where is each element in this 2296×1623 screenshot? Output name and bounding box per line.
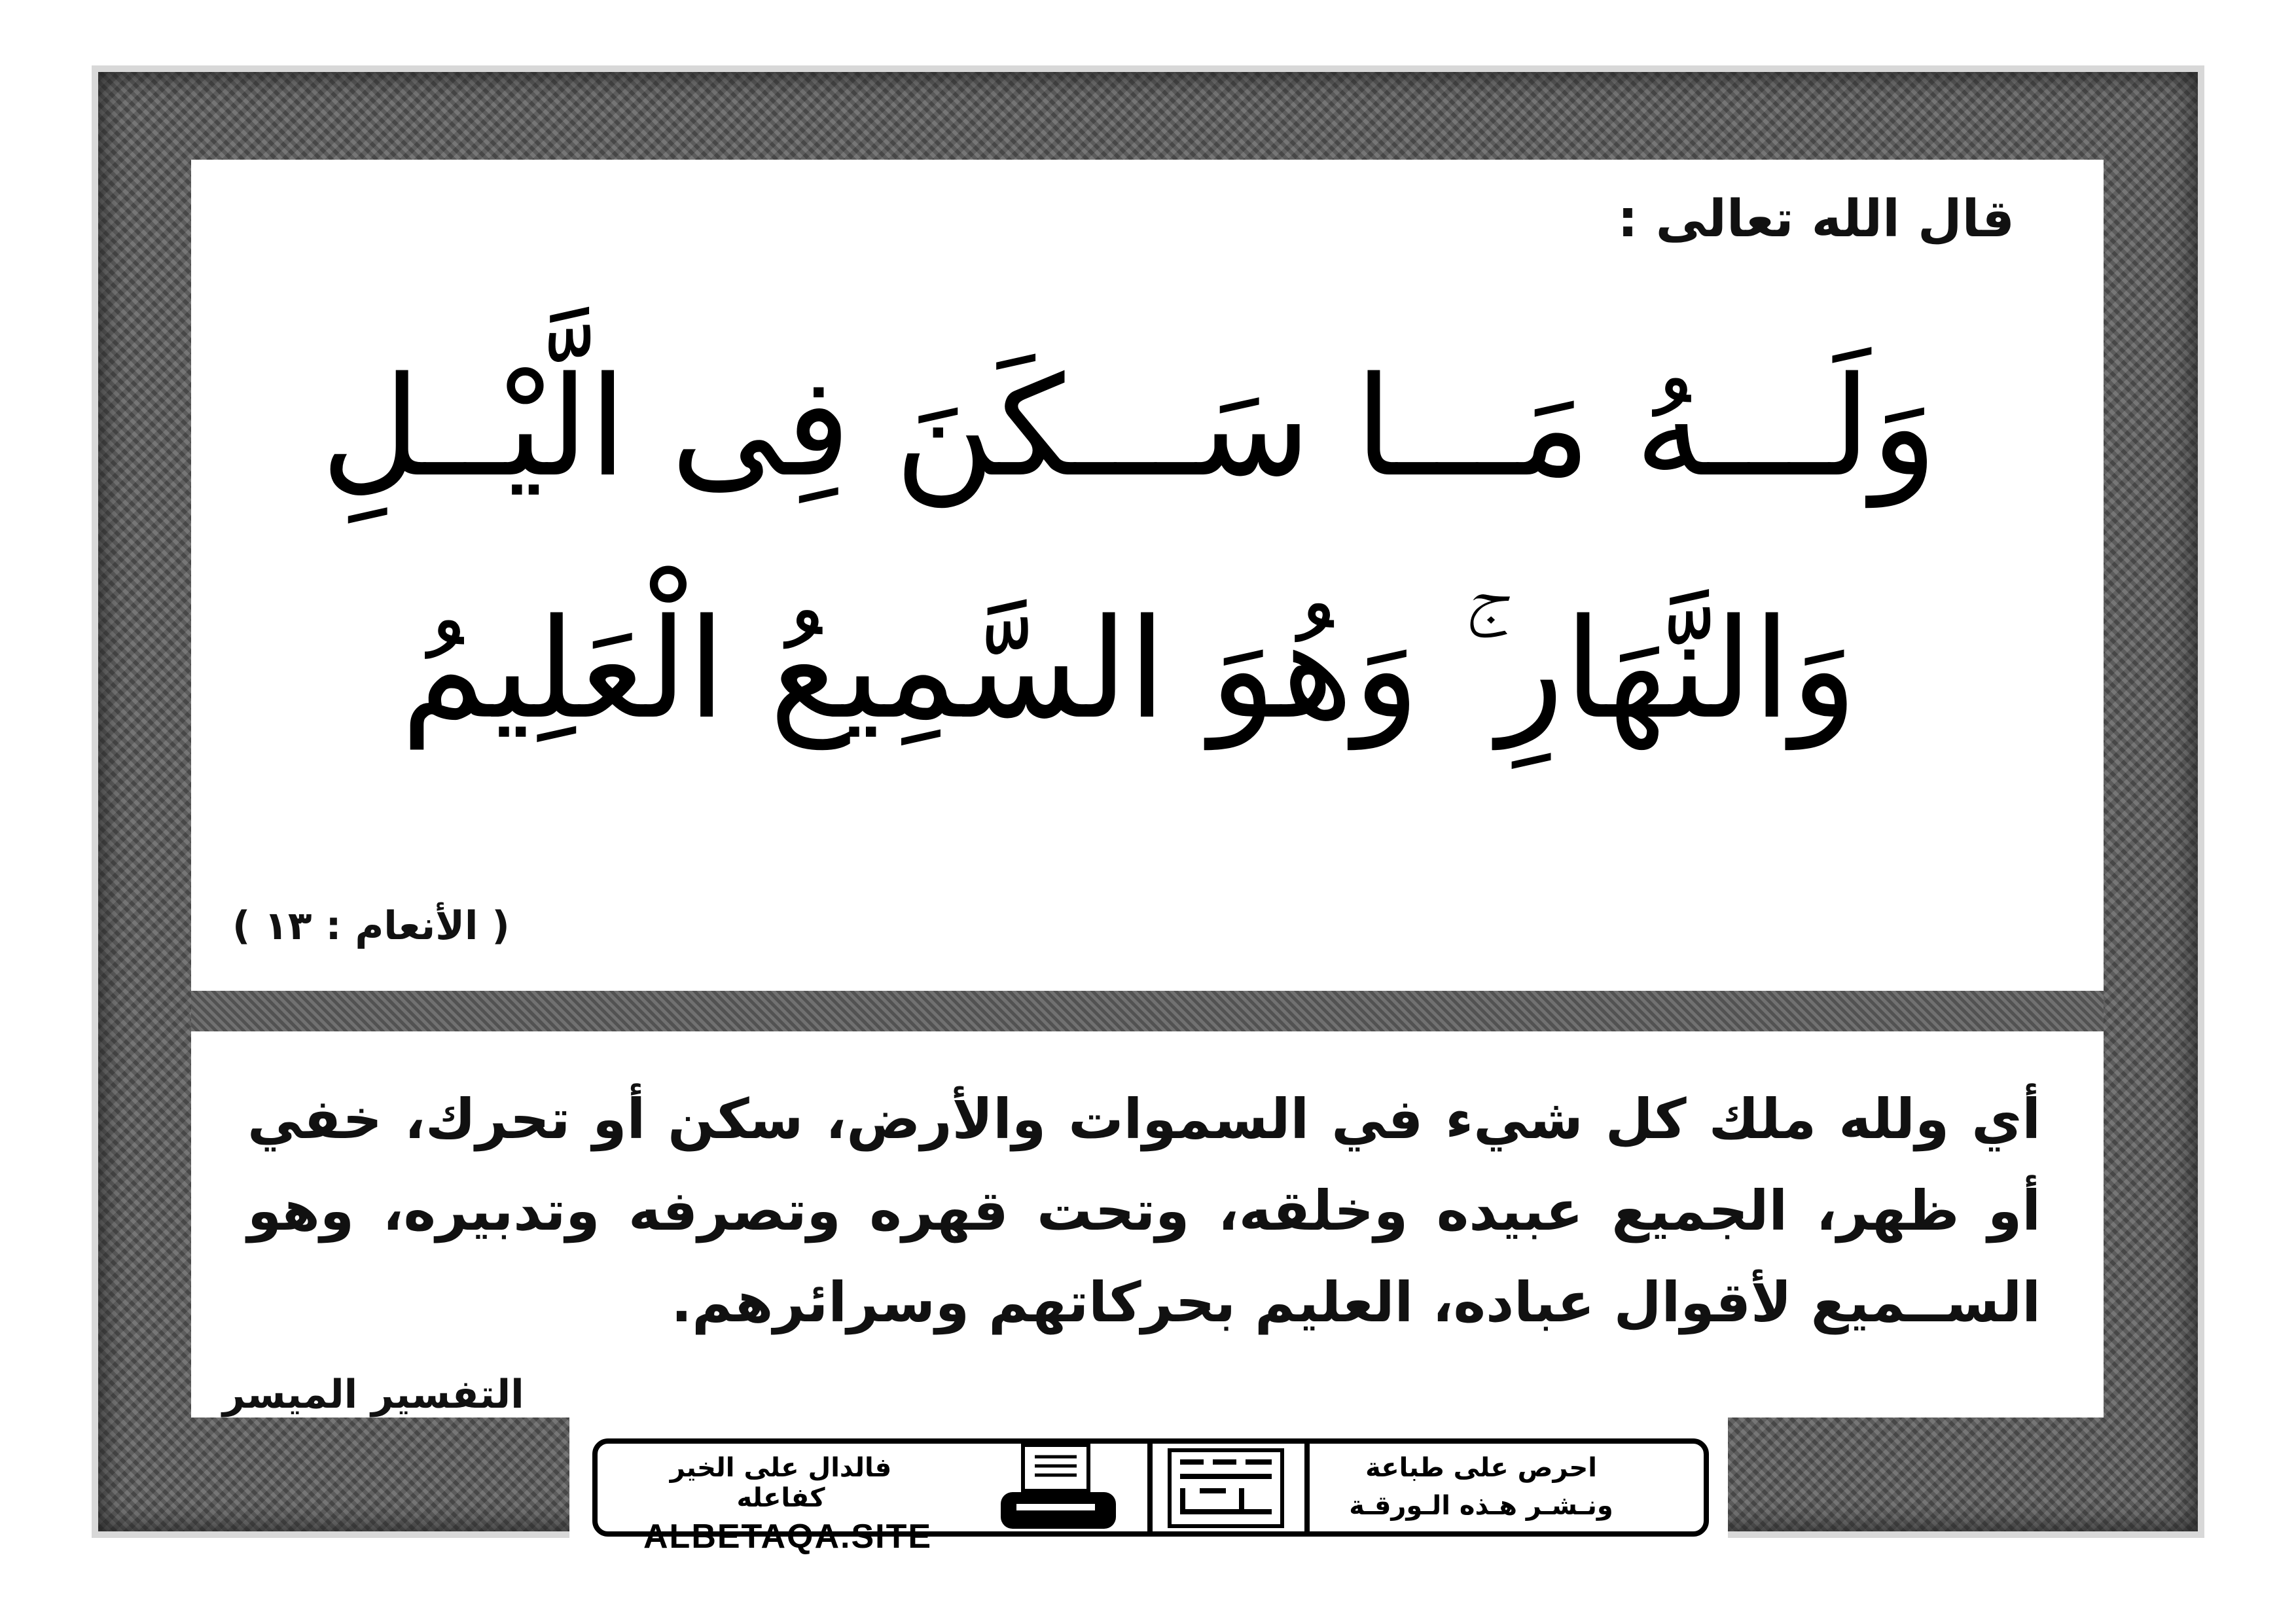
tafsir-text: أي ولله ملك كل شيء في السموات والأرض، سكن أو تحرك، خفي أو ظهر، الجميع عبيده وخلقه، وتحت قهره وتصرفه وتدبيره، وهو الســميع لأقوال عباده، العليم بحركاتهم وسرائرهم.	[247, 1087, 2041, 1334]
footer-separator	[1147, 1444, 1153, 1531]
footer-call-line-2: ونـشـر هـذه الـورقـة	[1349, 1491, 1613, 1521]
footer-call-line-1: احرص على طباعة	[1365, 1453, 1597, 1483]
footer-site-link[interactable]: ALBETAQA.SITE	[643, 1518, 933, 1556]
tafsir-source: التفسير الميسر	[223, 1372, 524, 1418]
divider-band	[191, 991, 2104, 1031]
footer-separator	[1304, 1444, 1310, 1531]
verse-line-2: وَالنَّهَارِ ۚ وَهُوَ السَّمِيعُ الْعَلِيمُ	[401, 589, 1857, 749]
intro-heading: قال الله تعالى :	[1617, 190, 2015, 249]
footer-slogan: فالدال على الخير كفاعله	[670, 1453, 892, 1513]
printer-icon	[997, 1444, 1121, 1531]
verse-panel	[191, 160, 2104, 991]
verse-reference: ( الأنعام : ١٣ )	[232, 903, 510, 949]
footer-call-block	[1324, 1453, 1638, 1521]
logo-icon	[1167, 1448, 1285, 1529]
footer-slogan-block	[643, 1453, 933, 1556]
footer-box	[592, 1438, 1709, 1556]
verse-line-1: وَلَـــهُ مَـــا سَـــكَنَ فِى الَّيْــلِ	[320, 347, 1938, 507]
